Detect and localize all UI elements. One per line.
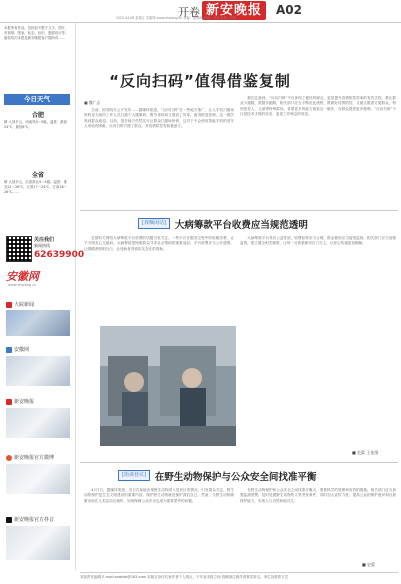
weather-hefei-text: 晴 大部多云，西南风4～5级。温度：最高24℃，最低8℃。 bbox=[4, 120, 68, 130]
promo-image bbox=[6, 310, 70, 336]
headline-1: “反向扫码”值得借鉴复制 bbox=[109, 72, 291, 90]
hotline-label: 新闻热线 bbox=[34, 243, 50, 248]
page-footer: 本版责任编辑 E-mail:xawbbr@163.com 本版言论仅代表作者个人观点，不代表本报立场 投稿请注明作者真实姓名、单位及联系方式 bbox=[80, 572, 398, 580]
brand-url: www.ahwang.cn bbox=[8, 283, 37, 287]
page-header bbox=[0, 0, 401, 23]
link-row-2[interactable] bbox=[6, 346, 29, 353]
hotline-phone: 62639900 bbox=[34, 250, 85, 260]
qr-code-icon bbox=[6, 236, 32, 262]
column-tag: [街谈巷议] bbox=[118, 470, 150, 481]
headline-2: 大病筹款平台收费应当规范透明 bbox=[174, 219, 308, 231]
article1-col-left: 日前，国务院办公厅发布……据媒体报道，“反向扫码”在一些地方推广，让人手机扫描场所码变为场所工作人员扫描个人健康码，既节省时间又提高了效率，值得借鉴复制。这一做法受到群众欢迎。目前，很多地方仍然实行让群众扫描场所码，这对于不会使用智能手机的老年人来说有困难，反向扫码方便了群众，对疫情防控有积极意义。 bbox=[84, 108, 234, 129]
news-photo bbox=[100, 326, 236, 446]
divider bbox=[80, 210, 398, 211]
link-label: 大皖新闻 bbox=[14, 302, 35, 308]
web-icon bbox=[6, 347, 12, 353]
promo-image bbox=[6, 464, 70, 494]
photo-graphic bbox=[100, 326, 236, 446]
author-2: ■ 毛蒙 王佳图 bbox=[352, 450, 379, 455]
promo-image bbox=[6, 356, 70, 386]
divider bbox=[80, 462, 398, 463]
byline-1: ■ 魏广志 bbox=[84, 100, 101, 105]
weather-city-province: 全省 bbox=[31, 172, 44, 179]
article3-col-right: 在野生动物保护和公众安全之间找准平衡点，需要科学的管理和有效的措施。相关部门应当加强监测预警，及时处置野生动物伤人等突发事件，同时加大宣传力度，提高公众的保护意识和自我保护能力，实现人与自然和谐共生。 bbox=[240, 488, 396, 503]
page-number: A02 bbox=[276, 3, 302, 17]
news-icon bbox=[6, 399, 12, 405]
section-header-2 bbox=[138, 217, 308, 230]
weather-province-text: 晴 大部多云，沿淮淮北4～5级。温度：淮北21～26℃，江淮17～24℃，江南18～26℃…… bbox=[4, 180, 68, 195]
app-icon bbox=[6, 302, 12, 308]
promo-image bbox=[6, 526, 70, 560]
column-tag: [戏嘱闲话] bbox=[138, 218, 170, 229]
weibo-icon bbox=[6, 455, 12, 461]
link-label: 新安晚报官方微博 bbox=[14, 455, 55, 461]
promo-image bbox=[6, 408, 70, 438]
article3-col-left: 4月7日，据媒体报道，近日在某地出现野生动物进入居民区的情况，引发群众关注。野生动物保护是生态文明建设的重要内容，保护野生动物就是保护我们自己。然而，当野生动物频繁出现在人类活动区域时，如何保障公众安全也成为需要思考的问题。 bbox=[84, 488, 234, 503]
copyright-notice: 本报所有作品，包括但不限于文字、图片、音视频、图表、标志、标识、版面设计等，版权均归本报及新安晚报客户端所有…… bbox=[4, 26, 69, 41]
article2-col-left: 近期有关网络大病筹款平台收费的话题引发关注。一些平台在服务过程中收取服务费，让不少网友心生疑问。大病筹款是困难群众寻求社会帮助的重要途径，平台收费应当公开透明，让捐赠者明明白白，让受助者得到实实在在的帮助。 bbox=[84, 236, 234, 251]
header-meta: 2022.04.08 星期五 安徽网 www.ahwang.cn 责编：康晓明 美编：马玲 组版：叶影 bbox=[116, 16, 237, 20]
douyin-icon bbox=[6, 517, 12, 523]
link-label: 新安晚报 bbox=[14, 399, 35, 405]
link-row-3[interactable] bbox=[6, 398, 34, 405]
section-label: 开卷 bbox=[178, 6, 200, 19]
headline-3: 在野生动物保护与公众安全间找准平衡 bbox=[154, 471, 317, 483]
link-label: 安徽网 bbox=[14, 347, 30, 353]
link-row-4[interactable] bbox=[6, 454, 54, 461]
weather-title: 今日天气 bbox=[4, 94, 70, 105]
follow-label: 关注我们 bbox=[34, 237, 55, 243]
link-row-1[interactable] bbox=[6, 301, 34, 308]
newspaper-logo: 新安晚报 bbox=[202, 1, 266, 20]
weather-city-hefei: 合肥 bbox=[31, 112, 44, 119]
section-header-3 bbox=[118, 469, 316, 482]
link-row-5[interactable] bbox=[6, 516, 54, 523]
article1-col-right: 我们注意到，“反向扫码”不仅体现了便民的理念，更是提升疫情防控效率的有效手段。要让群众少跑腿，数据多跑路，相关部门应当不断优化流程，既做好疫情防控，又最大限度方便群众，特别是老人、儿童等特殊群体。希望更多的地方借鉴这一做法，为群众提供更多便利。“反向扫码”不仅是技术手段的转变，更是工作理念的转变。 bbox=[240, 96, 396, 117]
author-3: ■ 史蒙 bbox=[362, 562, 376, 567]
link-label: 新安晚报官方抖音 bbox=[14, 517, 55, 523]
sidebar bbox=[0, 22, 85, 570]
brand-name: 安徽网 bbox=[6, 270, 39, 283]
article2-col-right: 大病筹款平台具有公益性质，收费标准应当合理，资金使用应当接受监督。相关部门应当加强监管，建立健全相关制度，让每一分善款都用在刀刃上，让爱心传递更加顺畅。 bbox=[240, 236, 396, 246]
